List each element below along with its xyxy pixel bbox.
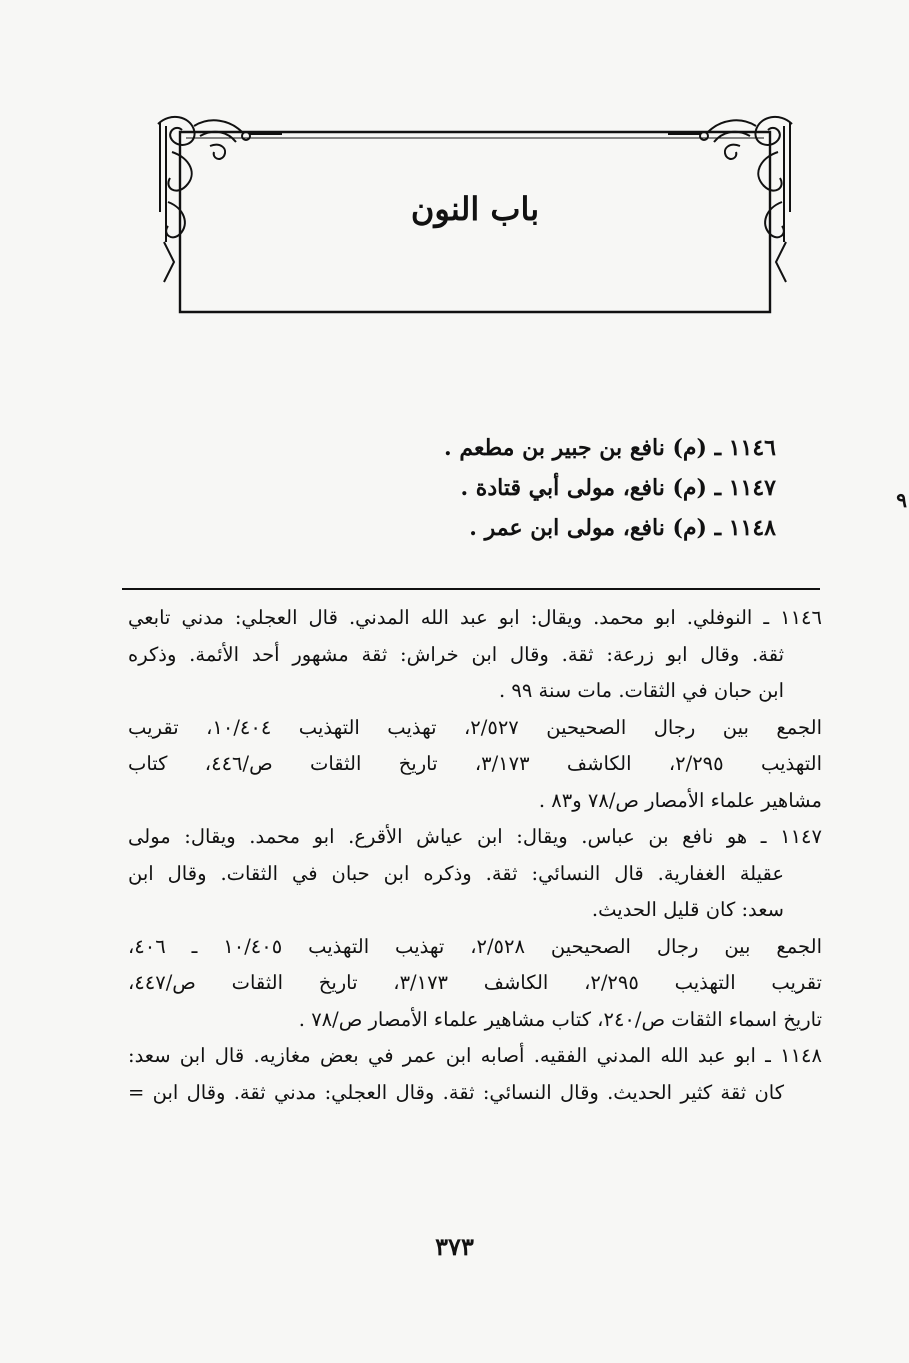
entry-list <box>156 428 776 548</box>
reference-line: التهذيب ٢/٢٩٥، الكاشف ٣/١٧٣، تاريخ الثقات ص/٤٤٦، كتاب <box>128 752 822 775</box>
reference-line: تاريخ اسماء الثقات ص/٢٤٠، كتاب مشاهير علماء الأمصار ص/٧٨ . <box>298 1007 822 1031</box>
footnote-1147 <box>128 819 822 1038</box>
footnote-1148 <box>128 1038 822 1111</box>
page-number: ٣٧٣ <box>435 1232 474 1261</box>
margin-mark: ٩ <box>896 488 907 512</box>
note-line: سعد: كان قليل الحديث. <box>591 898 784 921</box>
note-line: ١١٤٦ ـ النوفلي. ابو محمد. ويقال: ابو عبد الله المدني. قال العجلي: مدني تابعي <box>128 606 822 629</box>
footnotes <box>128 600 822 1111</box>
note-line: عقيلة الغفارية. قال النسائي: ثقة. وذكره ابن حبان في الثقات. وقال ابن <box>128 861 784 885</box>
note-line: كان ثقة كثير الحديث. وقال النسائي: ثقة. وقال العجلي: مدني ثقة. وقال ابن = <box>128 1080 784 1104</box>
footnote-rule <box>122 588 820 590</box>
chapter-heading-frame <box>150 112 800 317</box>
note-line: ١١٤٧ ـ هو نافع بن عباس. ويقال: ابن عياش الأقرع. ابو محمد. ويقال: مولى <box>128 825 822 848</box>
footnote-1146 <box>128 600 822 819</box>
chapter-title: باب النون <box>410 190 540 228</box>
reference-line: الجمع بين رجال الصحيحين ٢/٥٢٧، تهذيب التهذيب ١٠/٤٠٤، تقريب <box>128 715 822 739</box>
reference-line: تقريب التهذيب ٢/٢٩٥، الكاشف ٣/١٧٣، تاريخ الثقات ص/٤٤٧، <box>128 971 822 994</box>
reference-line: مشاهير علماء الأمصار ص/٧٨ و٨٣ . <box>538 788 822 812</box>
note-line: ابن حبان في الثقات. مات سنة ٩٩ . <box>498 679 784 702</box>
entry-1146: ١١٤٦ ـ (م) نافع بن جبير بن مطعم . <box>444 435 776 461</box>
entry-1148: ١١٤٨ ـ (م) نافع، مولى ابن عمر . <box>469 515 776 541</box>
reference-line: الجمع بين رجال الصحيحين ٢/٥٢٨، تهذيب التهذيب ١٠/٤٠٥ ـ ٤٠٦، <box>128 934 822 958</box>
note-line: ثقة. وقال ابو زرعة: ثقة. وقال ابن خراش: ثقة مشهور أحد الأئمة. وذكره <box>128 642 784 666</box>
note-line: ١١٤٨ ـ ابو عبد الله المدني الفقيه. أصابه ابن عمر في بعض مغازيه. قال ابن سعد: <box>128 1044 822 1067</box>
entry-1147: ١١٤٧ ـ (م) نافع، مولى أبي قتادة . <box>460 475 776 501</box>
